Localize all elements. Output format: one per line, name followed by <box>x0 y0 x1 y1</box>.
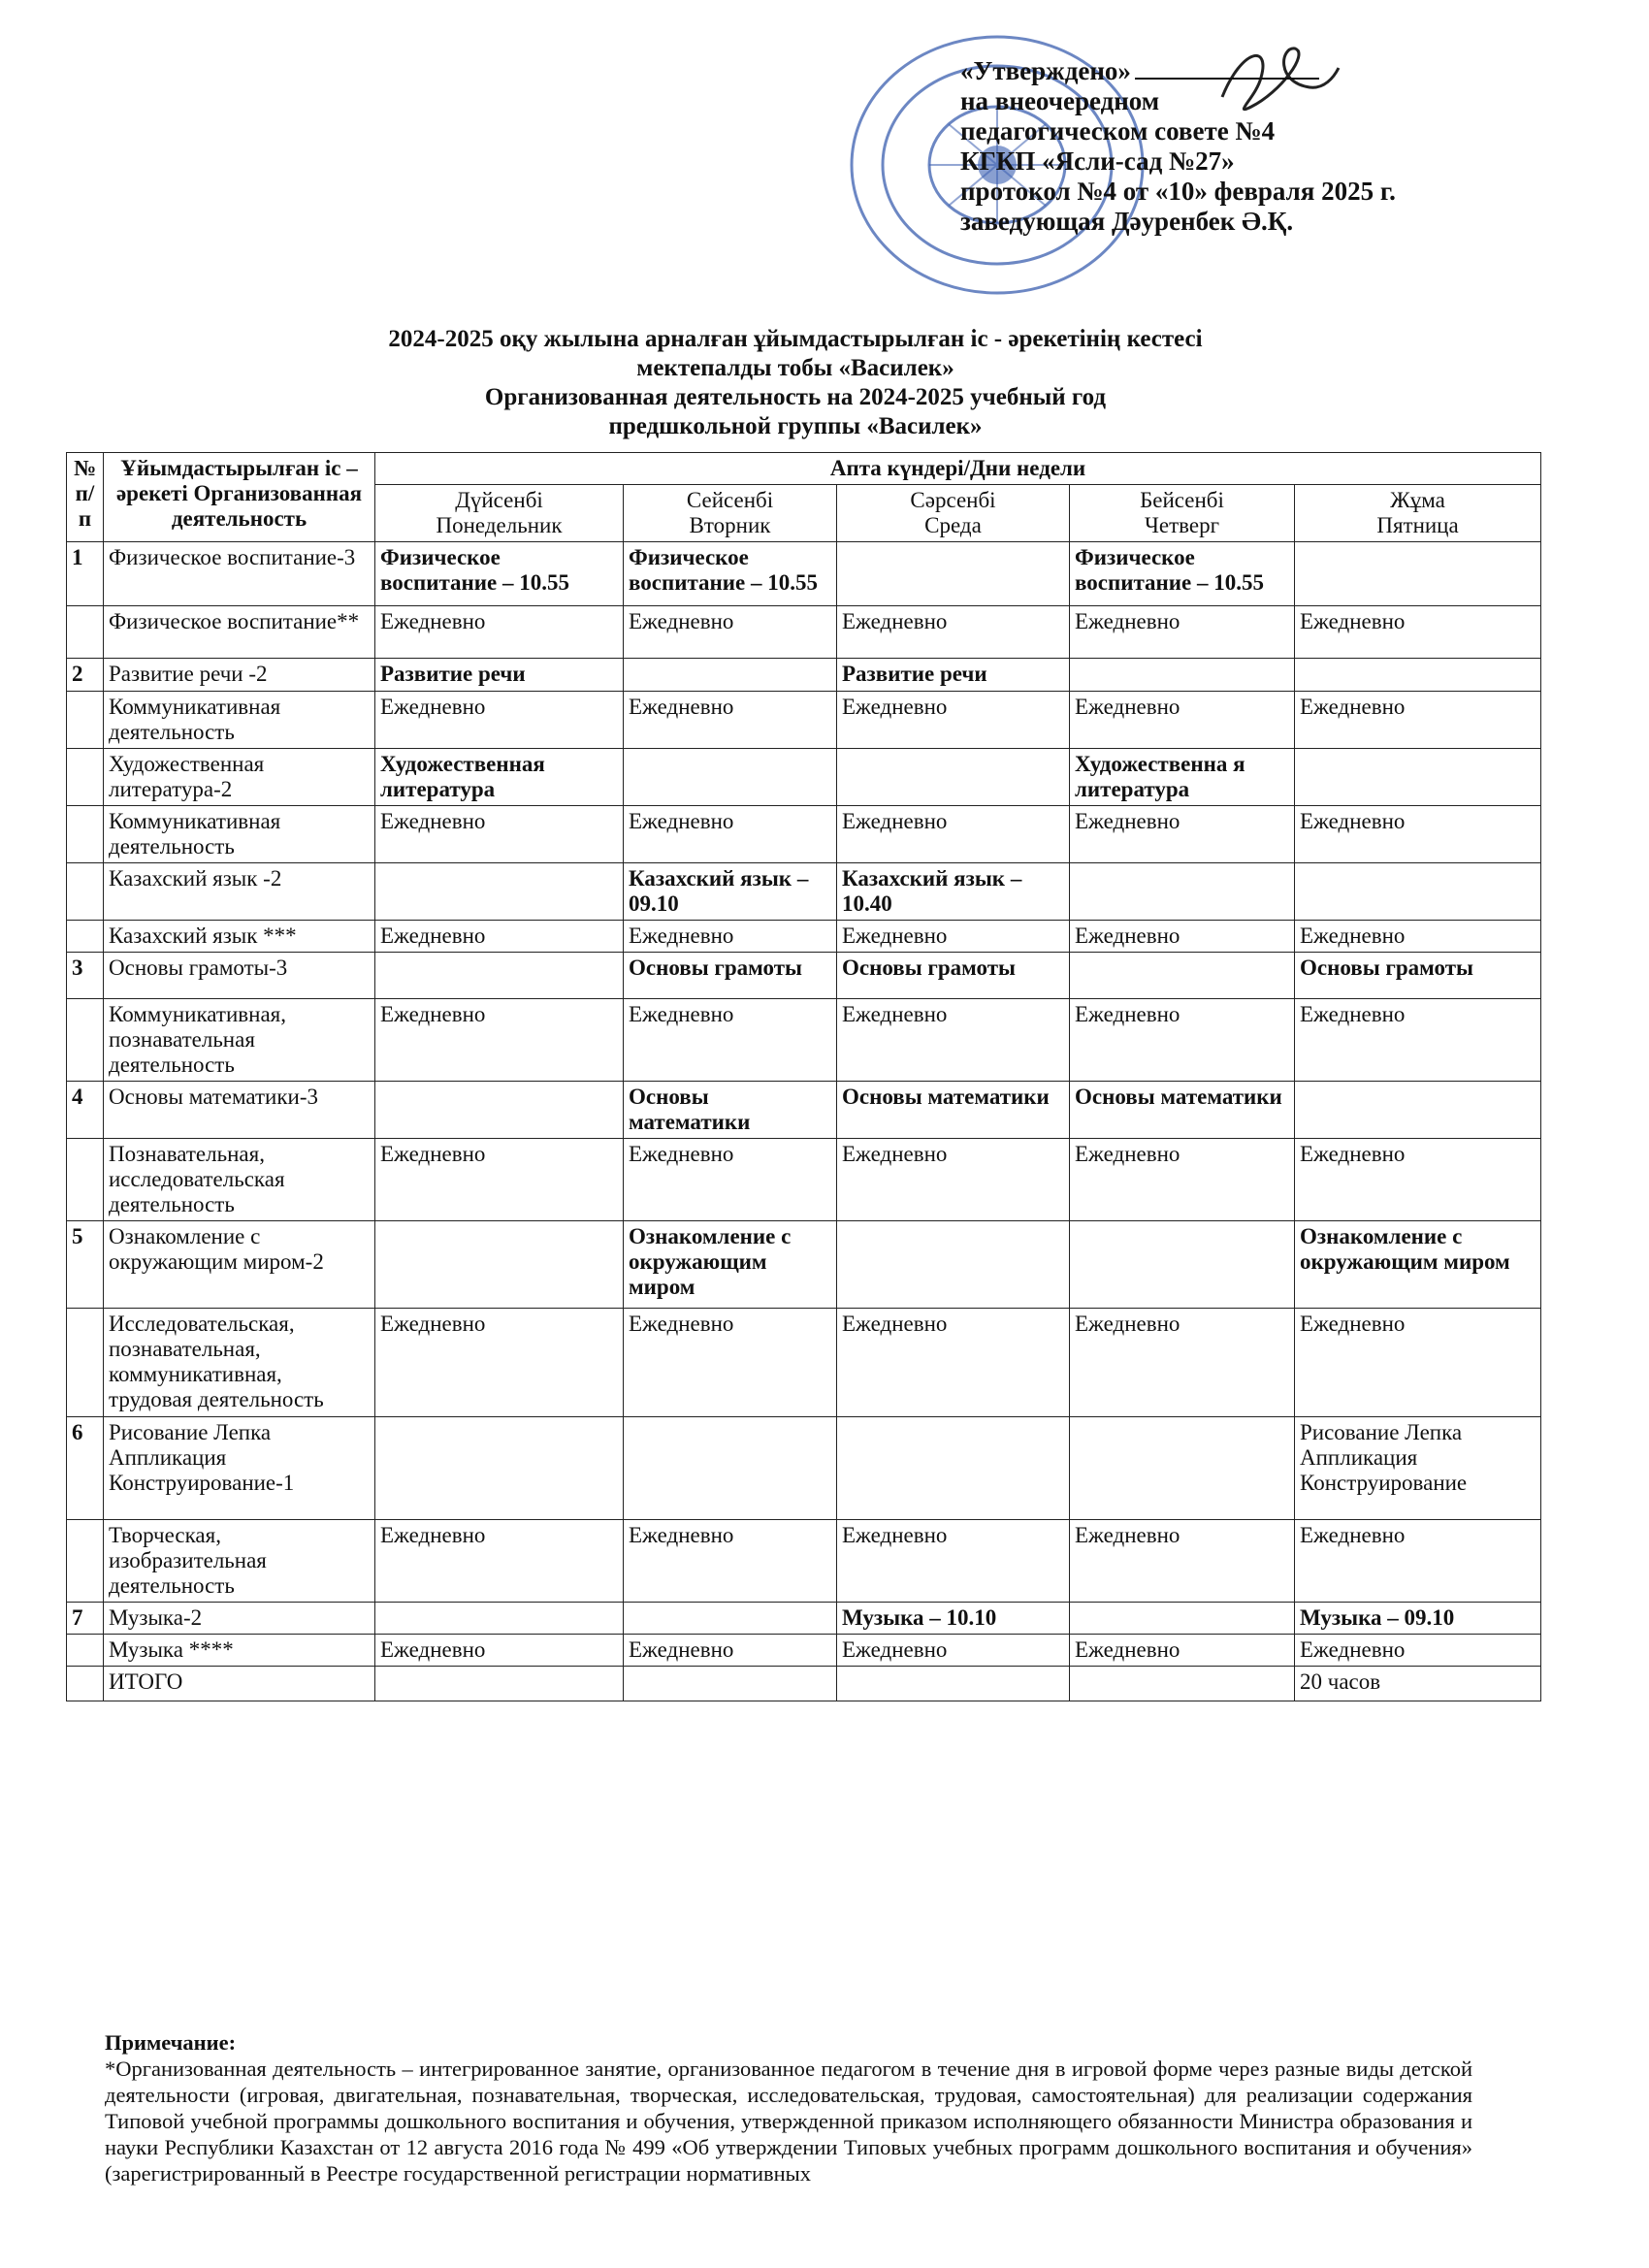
schedule-cell <box>1295 863 1541 921</box>
schedule-cell <box>1070 953 1295 999</box>
table-row <box>67 1082 1541 1139</box>
schedule-cell <box>1070 863 1295 921</box>
schedule-cell: Ежедневно <box>624 692 837 749</box>
schedule-cell: Ежедневно <box>624 606 837 659</box>
schedule-cell: Ежедневно <box>1070 1139 1295 1221</box>
header-activity: Ұйымдастырылған іс – әрекеті Организованная деятельность <box>104 453 375 542</box>
schedule-cell: Ежедневно <box>375 921 624 953</box>
title-ru-line-2: предшкольной группы «Василек» <box>608 413 983 439</box>
schedule-cell <box>624 659 837 692</box>
footnote-title: Примечание: <box>105 2030 237 2055</box>
row-number <box>67 1520 104 1603</box>
activity-name: Исследовательская, познавательная, коммуникативная, трудовая деятельность <box>104 1309 375 1417</box>
schedule-cell: 20 часов <box>1295 1667 1541 1701</box>
activity-name: Развитие речи -2 <box>104 659 375 692</box>
schedule-cell: Ежедневно <box>837 606 1070 659</box>
schedule-cell: Основы математики <box>837 1082 1070 1139</box>
schedule-cell: Ежедневно <box>1070 606 1295 659</box>
row-number <box>67 1667 104 1701</box>
activity-name: Физическое воспитание-3 <box>104 542 375 606</box>
schedule-cell <box>837 1667 1070 1701</box>
schedule-cell: Ежедневно <box>375 606 624 659</box>
schedule-cell: Ежедневно <box>1295 1635 1541 1667</box>
schedule-cell: Казахский язык – 09.10 <box>624 863 837 921</box>
footnote <box>105 2029 1472 2187</box>
row-number <box>67 1309 104 1417</box>
schedule-cell: Ежедневно <box>1295 606 1541 659</box>
header-weekdays: Апта күндері/Дни недели <box>375 453 1541 485</box>
header-day-wed <box>837 485 1070 542</box>
schedule-cell <box>375 1603 624 1635</box>
table-row <box>67 659 1541 692</box>
approval-line-2: на внеочередном <box>960 86 1160 115</box>
schedule-cell: Основы грамоты <box>1295 953 1541 999</box>
approval-line-3: педагогическом совете №4 <box>960 116 1276 146</box>
schedule-cell: Ежедневно <box>1070 1635 1295 1667</box>
schedule-cell: Ежедневно <box>1295 1139 1541 1221</box>
schedule-cell: Ежедневно <box>624 1139 837 1221</box>
schedule-cell: Ознакомление с окружающим миром <box>1295 1221 1541 1309</box>
table-row <box>67 1417 1541 1520</box>
day-kz: Сәрсенбі <box>910 488 996 512</box>
table-row <box>67 1221 1541 1309</box>
activity-name: ИТОГО <box>104 1667 375 1701</box>
schedule-cell <box>1070 1417 1295 1520</box>
schedule-cell: Ежедневно <box>624 999 837 1082</box>
schedule-cell: Ежедневно <box>1070 806 1295 863</box>
approval-block <box>960 56 1396 237</box>
schedule-cell: Ежедневно <box>1070 1309 1295 1417</box>
approval-line-6: заведующая Дәуренбек Ә.Қ. <box>960 207 1294 236</box>
row-number: 7 <box>67 1603 104 1635</box>
schedule-cell: Ежедневно <box>837 1309 1070 1417</box>
schedule-cell: Ежедневно <box>375 1309 624 1417</box>
schedule-cell: Художественна я литература <box>1070 749 1295 806</box>
schedule-cell <box>1295 659 1541 692</box>
schedule-cell <box>375 953 624 999</box>
schedule-cell: Ежедневно <box>1295 999 1541 1082</box>
day-kz: Бейсенбі <box>1140 488 1224 512</box>
activity-name: Музыка **** <box>104 1635 375 1667</box>
schedule-cell <box>375 863 624 921</box>
day-kz: Дүйсенбі <box>455 488 543 512</box>
schedule-cell <box>1070 1603 1295 1635</box>
schedule-cell <box>624 1603 837 1635</box>
schedule-cell: Музыка – 10.10 <box>837 1603 1070 1635</box>
table-row <box>67 749 1541 806</box>
schedule-cell: Ежедневно <box>375 692 624 749</box>
schedule-cell <box>1295 1082 1541 1139</box>
schedule-cell <box>375 1417 624 1520</box>
schedule-cell: Ежедневно <box>1295 806 1541 863</box>
activity-name: Рисование Лепка Аппликация Конструирование-1 <box>104 1417 375 1520</box>
title-kz-line-1: 2024-2025 оқу жылына арналған ұйымдастырылған іс - әрекетінің кестесі <box>388 326 1203 352</box>
schedule-cell <box>1070 1667 1295 1701</box>
schedule-cell: Развитие речи <box>837 659 1070 692</box>
activity-name: Основы математики-3 <box>104 1082 375 1139</box>
schedule-cell: Ежедневно <box>1070 1520 1295 1603</box>
activity-name: Основы грамоты-3 <box>104 953 375 999</box>
activity-name: Коммуникативная деятельность <box>104 806 375 863</box>
row-number <box>67 1139 104 1221</box>
day-ru: Четверг <box>1144 513 1220 537</box>
schedule-cell: Ежедневно <box>1295 1520 1541 1603</box>
table-row <box>67 542 1541 606</box>
schedule-cell: Основы грамоты <box>837 953 1070 999</box>
table-row <box>67 692 1541 749</box>
document-title <box>0 325 1649 441</box>
schedule-cell <box>624 749 837 806</box>
row-number <box>67 863 104 921</box>
schedule-cell <box>1070 1221 1295 1309</box>
row-number <box>67 921 104 953</box>
header-day-tue <box>624 485 837 542</box>
row-number: 3 <box>67 953 104 999</box>
day-ru: Среда <box>924 513 982 537</box>
row-number: 6 <box>67 1417 104 1520</box>
table-row <box>67 806 1541 863</box>
schedule-cell: Ежедневно <box>837 1635 1070 1667</box>
schedule-cell <box>1295 542 1541 606</box>
day-ru: Понедельник <box>436 513 563 537</box>
table-row <box>67 863 1541 921</box>
schedule-cell: Ежедневно <box>624 1635 837 1667</box>
activity-name: Казахский язык *** <box>104 921 375 953</box>
schedule-cell: Музыка – 09.10 <box>1295 1603 1541 1635</box>
table-row <box>67 606 1541 659</box>
schedule-cell <box>837 749 1070 806</box>
activity-name: Познавательная, исследовательская деятельность <box>104 1139 375 1221</box>
schedule-cell: Ежедневно <box>375 1635 624 1667</box>
schedule-cell: Ежедневно <box>1295 1309 1541 1417</box>
schedule-cell: Ежедневно <box>375 1520 624 1603</box>
table-row <box>67 921 1541 953</box>
schedule-cell: Ежедневно <box>375 1139 624 1221</box>
header-day-fri <box>1295 485 1541 542</box>
row-number <box>67 692 104 749</box>
schedule-cell <box>624 1667 837 1701</box>
day-kz: Сейсенбі <box>686 488 774 512</box>
schedule-cell: Ознакомление с окружающим миром <box>624 1221 837 1309</box>
row-number: 1 <box>67 542 104 606</box>
row-number <box>67 999 104 1082</box>
schedule-cell: Ежедневно <box>375 806 624 863</box>
schedule-cell: Ежедневно <box>624 1309 837 1417</box>
schedule-cell: Ежедневно <box>837 1139 1070 1221</box>
row-number <box>67 606 104 659</box>
activity-name: Творческая, изобразительная деятельность <box>104 1520 375 1603</box>
activity-name: Физическое воспитание** <box>104 606 375 659</box>
table-row <box>67 1139 1541 1221</box>
footnote-text: *Организованная деятельность – интегрированное занятие, организованное педагогом в течение дня в игровой форме через разные виды детской деятельности (игровая, двигательная, познавательная, творческая, исследовательская, трудовая, самостоятельная) для реализации содержания Типовой учебной программы дошкольного воспитания и обучения, утвержденной приказом исполняющего обязанности Министра образования и науки Республики Казахстан от 12 августа 2016 года № 499 «Об утверждении Типовых учебных программ дошкольного воспитания и обучения» (зарегистрированный в Реестре государственной регистрации нормативных <box>105 2057 1472 2186</box>
title-ru-line-1: Организованная деятельность на 2024-2025 учебный год <box>484 384 1107 410</box>
schedule-cell: Ежедневно <box>837 921 1070 953</box>
schedule-cell: Ежедневно <box>1295 921 1541 953</box>
schedule-table <box>66 452 1541 1701</box>
approval-line-5: протокол №4 от «10» февраля 2025 г. <box>960 177 1396 206</box>
table-row <box>67 1603 1541 1635</box>
header-day-mon <box>375 485 624 542</box>
schedule-cell: Ежедневно <box>624 806 837 863</box>
table-row <box>67 1309 1541 1417</box>
schedule-cell: Ежедневно <box>1070 692 1295 749</box>
schedule-cell <box>375 1667 624 1701</box>
schedule-cell <box>624 1417 837 1520</box>
schedule-cell: Рисование Лепка Аппликация Конструирование <box>1295 1417 1541 1520</box>
schedule-cell: Ежедневно <box>1070 921 1295 953</box>
approval-line-1: «Утверждено» <box>960 56 1131 85</box>
schedule-cell: Основы математики <box>1070 1082 1295 1139</box>
table-row <box>67 953 1541 999</box>
activity-name: Коммуникативная, познавательная деятельность <box>104 999 375 1082</box>
activity-name: Художественная литература-2 <box>104 749 375 806</box>
row-number: 4 <box>67 1082 104 1139</box>
schedule-cell: Ежедневно <box>837 692 1070 749</box>
schedule-cell <box>837 1221 1070 1309</box>
activity-name: Ознакомление с окружающим миром-2 <box>104 1221 375 1309</box>
activity-name: Казахский язык -2 <box>104 863 375 921</box>
schedule-cell: Ежедневно <box>624 921 837 953</box>
schedule-cell <box>837 542 1070 606</box>
header-day-thu <box>1070 485 1295 542</box>
table-row <box>67 1635 1541 1667</box>
schedule-cell: Ежедневно <box>624 1520 837 1603</box>
schedule-cell <box>375 1082 624 1139</box>
row-number: 2 <box>67 659 104 692</box>
schedule-cell <box>1070 659 1295 692</box>
approval-line-4: КГКП «Ясли-сад №27» <box>960 146 1235 176</box>
schedule-cell: Основы грамоты <box>624 953 837 999</box>
row-number <box>67 806 104 863</box>
day-ru: Вторник <box>689 513 771 537</box>
table-row <box>67 1520 1541 1603</box>
schedule-cell: Ежедневно <box>1295 692 1541 749</box>
activity-name: Коммуникативная деятельность <box>104 692 375 749</box>
schedule-cell: Художественная литература <box>375 749 624 806</box>
schedule-cell: Физическое воспитание – 10.55 <box>375 542 624 606</box>
table-row <box>67 999 1541 1082</box>
schedule-cell <box>1295 749 1541 806</box>
title-kz-line-2: мектепалды тобы «Василек» <box>636 355 954 381</box>
schedule-cell: Развитие речи <box>375 659 624 692</box>
row-number: 5 <box>67 1221 104 1309</box>
header-number: № п/п <box>67 453 104 542</box>
row-number <box>67 749 104 806</box>
schedule-cell: Физическое воспитание – 10.55 <box>624 542 837 606</box>
row-number <box>67 1635 104 1667</box>
schedule-cell <box>375 1221 624 1309</box>
schedule-cell: Ежедневно <box>1070 999 1295 1082</box>
day-ru: Пятница <box>1376 513 1459 537</box>
schedule-cell: Казахский язык – 10.40 <box>837 863 1070 921</box>
schedule-cell: Ежедневно <box>837 1520 1070 1603</box>
schedule-cell: Физическое воспитание – 10.55 <box>1070 542 1295 606</box>
schedule-cell: Основы математики <box>624 1082 837 1139</box>
table-row <box>67 1667 1541 1701</box>
day-kz: Жұма <box>1390 488 1445 512</box>
schedule-cell: Ежедневно <box>375 999 624 1082</box>
schedule-cell: Ежедневно <box>837 806 1070 863</box>
schedule-cell <box>837 1417 1070 1520</box>
activity-name: Музыка-2 <box>104 1603 375 1635</box>
signature-line <box>1135 78 1319 80</box>
schedule-cell: Ежедневно <box>837 999 1070 1082</box>
